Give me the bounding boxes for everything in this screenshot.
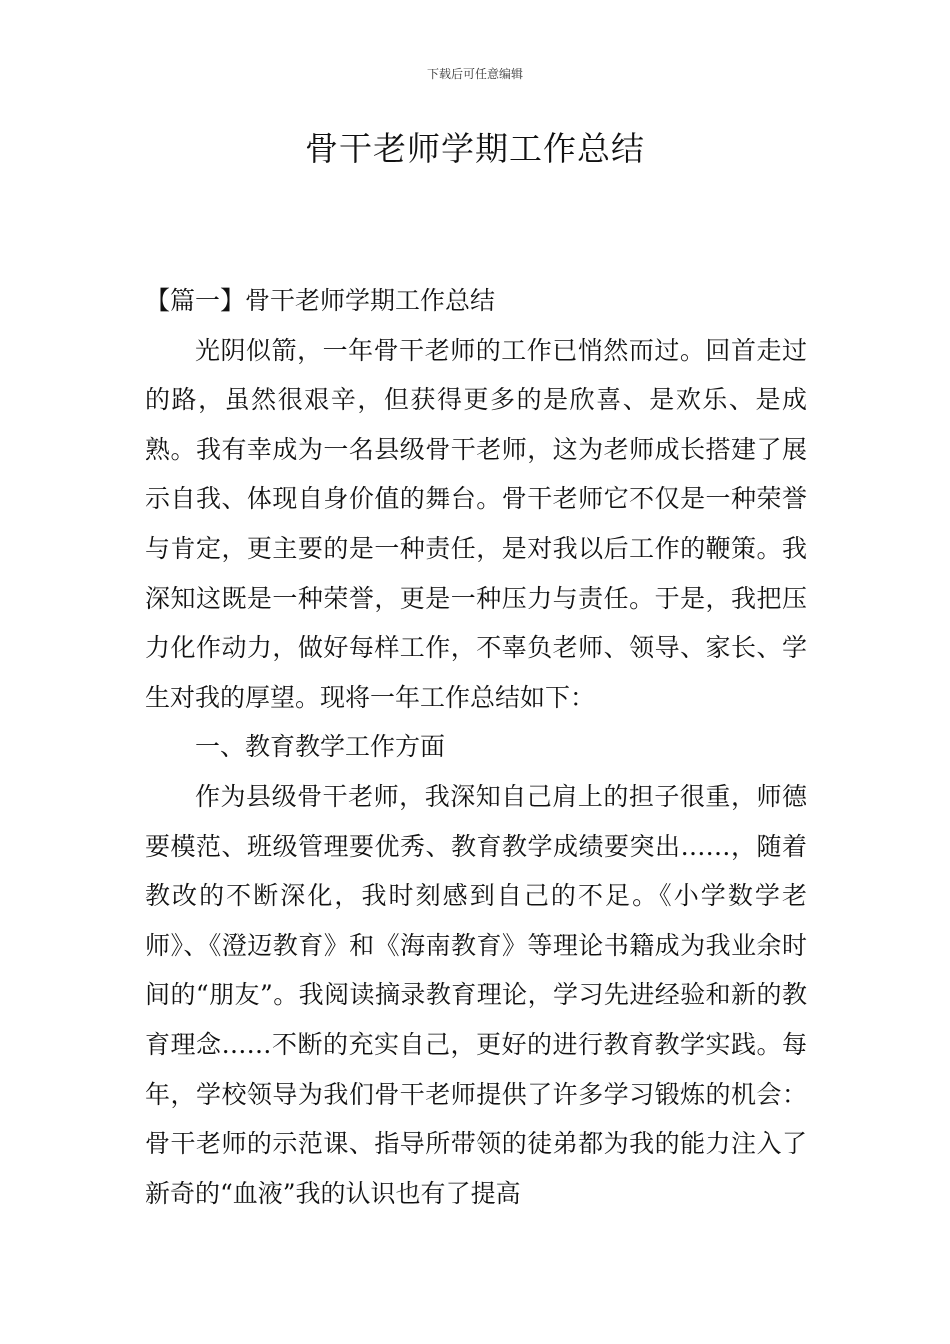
header-note: 下载后可任意编辑 [426,67,523,81]
paragraph-teaching: 作为县级骨干老师，我深知自己肩上的担子很重，师德要模范、班级管理要优秀、教育教学成绩要突出……，随着教改的不断深化，我时刻感到自己的不足。《小学数学老师》、《澄迈教育》和《海南教育》等理论书籍成为我业余时间的“朋友”。我阅读摘录教育理论，学习先进经验和新的教育理念……不断的充实自己，更好的进行教育教学实践。每年，学校领导为我们骨干老师提供了许多学习锻炼的机会：骨干老师的示范课、指导所带领的徒弟都为我的能力注入了新奇的“血液”我的认识也有了提高 [145,781,807,1208]
subheading-teaching: 一、教育教学工作方面 [195,732,446,762]
section-title: 【篇一】骨干老师学期工作总结 [145,286,496,315]
paragraph-intro: 光阴似箭，一年骨干老师的工作已悄然而过。回首走过的路，虽然很艰辛，但获得更多的是欣喜、是欢乐、是成熟。我有幸成为一名县级骨干老师，这为老师成长搭建了展示自我、体现自身价值的舞台。骨干老师它不仅是一种荣誉与肯定，更主要的是一种责任，是对我以后工作的鞭策。我深知这既是一种荣誉，更是一种压力与责任。于是，我把压力化作动力，做好每样工作，不辜负老师、领导、家长、学生对我的厚望。现将一年工作总结如下： [145,335,807,712]
document-title: 骨干老师学期工作总结 [305,129,645,168]
document-body [145,276,807,1218]
